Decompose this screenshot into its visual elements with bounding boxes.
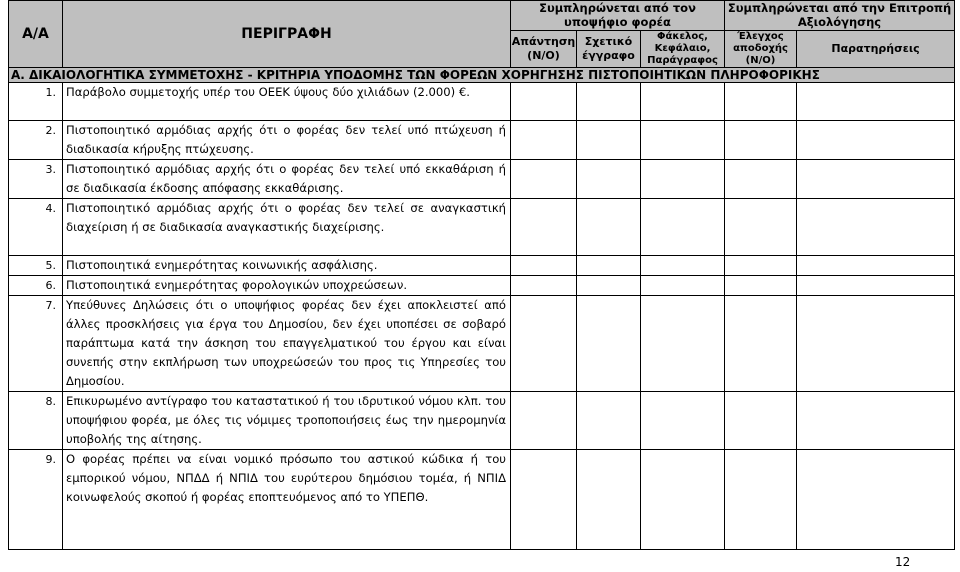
document-cell[interactable] (577, 450, 641, 550)
remarks-cell[interactable] (797, 450, 955, 550)
row-number: 4. (9, 199, 63, 256)
check-cell[interactable] (725, 199, 797, 256)
row-description: Πιστοποιητικά ενημερότητας κοινωνικής ασφάλισης. (63, 256, 511, 276)
row-number: 1. (9, 83, 63, 121)
check-cell[interactable] (725, 121, 797, 160)
folder-cell[interactable] (641, 199, 725, 256)
document-cell[interactable] (577, 160, 641, 199)
row-number: 2. (9, 121, 63, 160)
row-number: 5. (9, 256, 63, 276)
answer-cell[interactable] (511, 160, 577, 199)
table-row (9, 450, 955, 550)
row-number: 7. (9, 296, 63, 392)
header-answer: Απάντηση (Ν/Ο) (511, 31, 577, 68)
header-group-applicant: Συμπληρώνεται από τον υποψήφιο φορέα (511, 1, 725, 31)
row-description: Ο φορέας πρέπει να είναι νομικό πρόσωπο του αστικού κώδικα ή του εμπορικού νόμου, ΝΠΔΔ ή ΝΠΙΔ του ευρύτερου δημόσιου τομέα, ή ΝΠΙΔ κοινωφελούς σκοπού ή φορέας εποπτευόμενος από το ΥΠΕΠΘ. (63, 450, 511, 550)
header-group-committee: Συμπληρώνεται από την Επιτροπή Αξιολόγησης (725, 1, 955, 31)
answer-cell[interactable] (511, 121, 577, 160)
page-number: 12 (895, 555, 911, 569)
row-description: Πιστοποιητικό αρμόδιας αρχής ότι ο φορέας δεν τελεί σε αναγκαστική διαχείριση ή σε διαδικασία αναγκαστικής διαχείρισης. (63, 199, 511, 256)
row-number: 9. (9, 450, 63, 550)
header-aa: Α/Α (9, 1, 63, 68)
remarks-cell[interactable] (797, 256, 955, 276)
remarks-cell[interactable] (797, 392, 955, 450)
answer-cell[interactable] (511, 199, 577, 256)
document-cell[interactable] (577, 276, 641, 296)
folder-cell[interactable] (641, 121, 725, 160)
row-description: Πιστοποιητικό αρμόδιας αρχής ότι ο φορέας δεν τελεί υπό πτώχευση ή διαδικασία κήρυξης πτώχευσης. (63, 121, 511, 160)
folder-cell[interactable] (641, 256, 725, 276)
table-row (9, 121, 955, 160)
document-cell[interactable] (577, 296, 641, 392)
row-number: 8. (9, 392, 63, 450)
folder-cell[interactable] (641, 392, 725, 450)
check-cell[interactable] (725, 276, 797, 296)
folder-cell[interactable] (641, 450, 725, 550)
table-row (9, 296, 955, 392)
row-description: Επικυρωμένο αντίγραφο του καταστατικού ή του ιδρυτικού νόμου κλπ. του υποψήφιου φορέα, με όλες τις νόμιμες τροποποιήσεις έως την ημερομηνία υποβολής της αίτησης. (63, 392, 511, 450)
remarks-cell[interactable] (797, 83, 955, 121)
header-check: Έλεγχος αποδοχής (Ν/Ο) (725, 31, 797, 68)
header-folder: Φάκελος, Κεφάλαιο, Παράγραφος (641, 31, 725, 68)
row-description: Πιστοποιητικά ενημερότητας φορολογικών υποχρεώσεων. (63, 276, 511, 296)
folder-cell[interactable] (641, 276, 725, 296)
section-title: Α. ΔΙΚΑΙΟΛΟΓΗΤΙΚΑ ΣΥΜΜΕΤΟΧΗΣ - ΚΡΙΤΗΡΙΑ ΥΠΟΔΟΜΗΣ ΤΩΝ ΦΟΡΕΩΝ ΧΟΡΗΓΗΣΗΣ ΠΙΣΤΟΠΟΙΗΤΙΚΩΝ ΠΛΗΡΟΦΟΡΙΚΗΣ (9, 68, 955, 83)
document-cell[interactable] (577, 83, 641, 121)
header-description: ΠΕΡΙΓΡΑΦΗ (63, 1, 511, 68)
answer-cell[interactable] (511, 276, 577, 296)
remarks-cell[interactable] (797, 121, 955, 160)
answer-cell[interactable] (511, 296, 577, 392)
answer-cell[interactable] (511, 256, 577, 276)
header-remarks: Παρατηρήσεις (797, 31, 955, 68)
folder-cell[interactable] (641, 160, 725, 199)
answer-cell[interactable] (511, 83, 577, 121)
row-description: Πιστοποιητικό αρμόδιας αρχής ότι ο φορέας δεν τελεί υπό εκκαθάριση ή σε διαδικασία έκδοσης απόφασης εκκαθάρισης. (63, 160, 511, 199)
document-cell[interactable] (577, 121, 641, 160)
document-cell[interactable] (577, 392, 641, 450)
remarks-cell[interactable] (797, 199, 955, 256)
remarks-cell[interactable] (797, 276, 955, 296)
row-description: Παράβολο συμμετοχής υπέρ του ΟΕΕΚ ύψους δύο χιλιάδων (2.000) €. (63, 83, 511, 121)
check-cell[interactable] (725, 256, 797, 276)
check-cell[interactable] (725, 450, 797, 550)
table-row (9, 256, 955, 276)
remarks-cell[interactable] (797, 160, 955, 199)
document-cell[interactable] (577, 256, 641, 276)
check-cell[interactable] (725, 83, 797, 121)
remarks-cell[interactable] (797, 296, 955, 392)
table-row (9, 276, 955, 296)
row-number: 3. (9, 160, 63, 199)
row-number: 6. (9, 276, 63, 296)
table-row (9, 160, 955, 199)
check-cell[interactable] (725, 160, 797, 199)
header-document: Σχετικό έγγραφο (577, 31, 641, 68)
answer-cell[interactable] (511, 392, 577, 450)
document-cell[interactable] (577, 199, 641, 256)
row-description: Υπεύθυνες Δηλώσεις ότι ο υποψήφιος φορέας δεν έχει αποκλειστεί από άλλες προσκλήσεις για έργα του Δημοσίου, δεν έχει υποπέσει σε σοβαρό παράπτωμα κατά την άσκηση του επαγγελματικού του έργου και είναι συνεπής στην εκπλήρωση των υποχρεώσεών του προς τις Υπηρεσίες του Δημοσίου. (63, 296, 511, 392)
folder-cell[interactable] (641, 296, 725, 392)
check-cell[interactable] (725, 296, 797, 392)
answer-cell[interactable] (511, 450, 577, 550)
criteria-table (8, 0, 955, 550)
folder-cell[interactable] (641, 83, 725, 121)
check-cell[interactable] (725, 392, 797, 450)
table-row (9, 392, 955, 450)
table-row (9, 199, 955, 256)
table-row (9, 83, 955, 121)
